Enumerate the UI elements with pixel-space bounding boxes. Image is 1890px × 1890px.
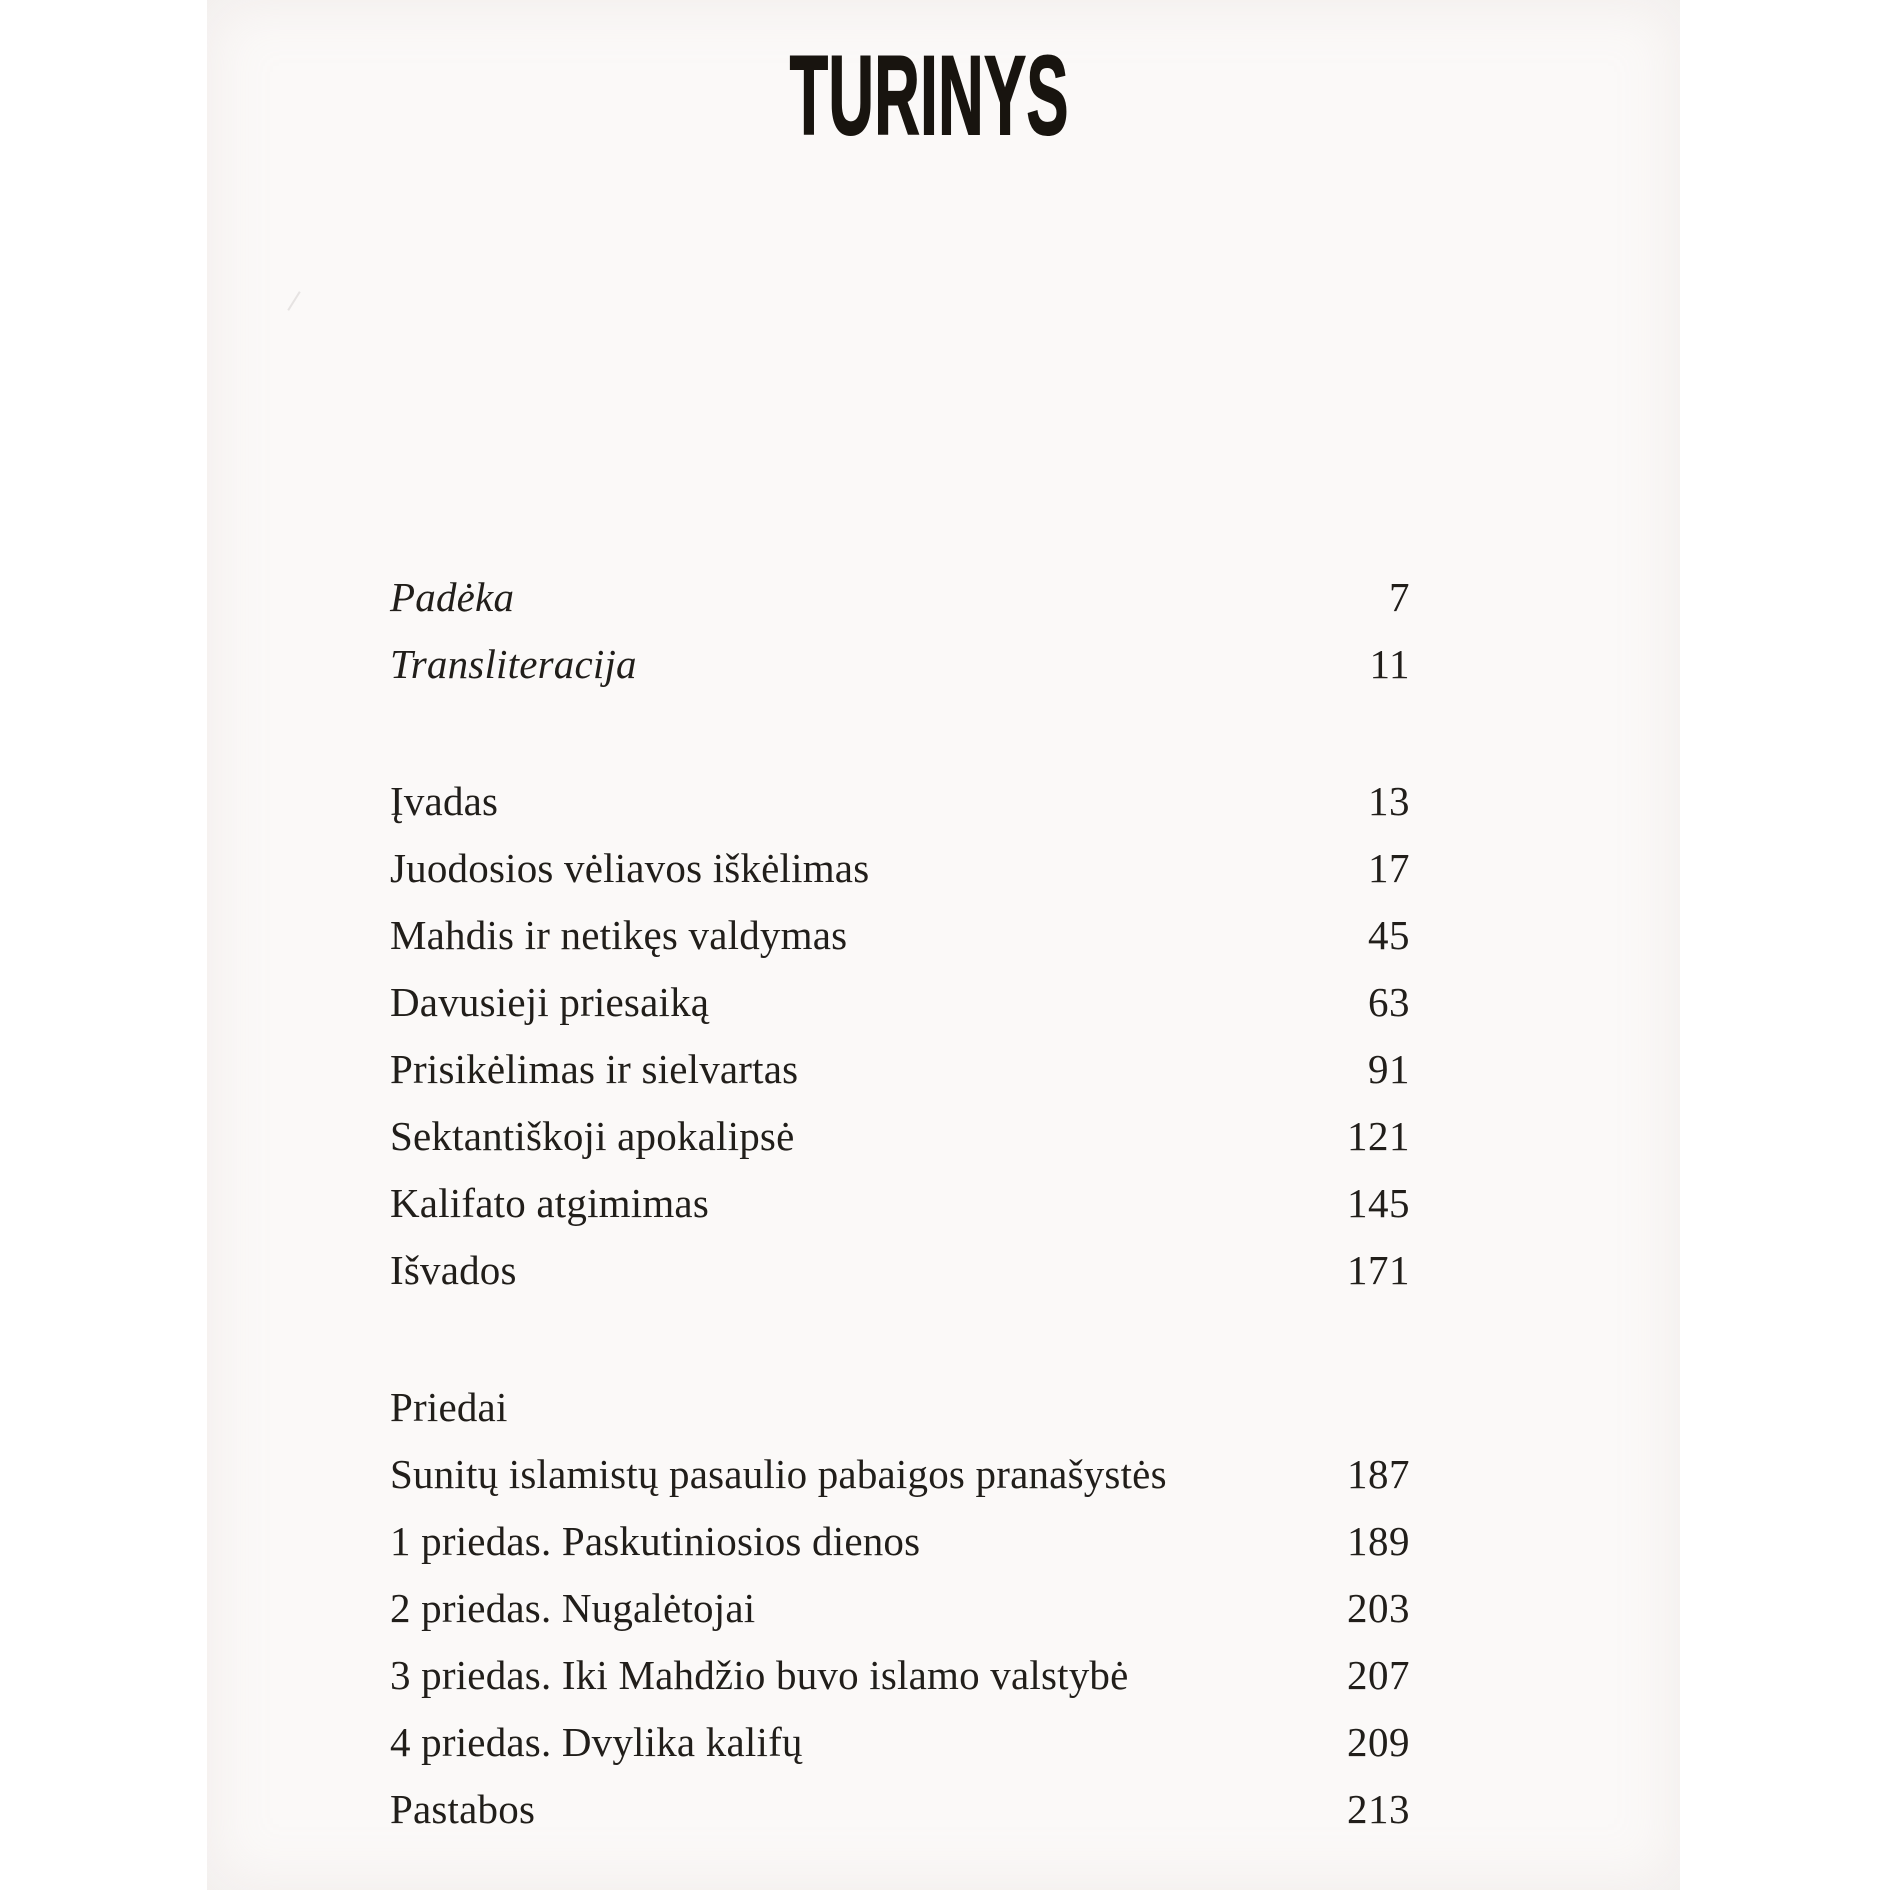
toc-entry-label: Sunitų islamistų pasaulio pabaigos pranašystės (390, 1451, 1167, 1497)
toc-entry-label: Priedai (390, 1384, 508, 1430)
toc-entry-page-number: 203 (1347, 1585, 1410, 1631)
toc-group (390, 768, 1410, 1304)
toc-entry-page-number: 207 (1347, 1652, 1410, 1698)
toc-entry (390, 1374, 1410, 1441)
toc-entry (390, 1036, 1410, 1103)
toc-entry-page-number: 189 (1347, 1518, 1410, 1564)
toc-entry (390, 1508, 1410, 1575)
table-of-contents (390, 564, 1410, 1843)
toc-entry-label: 2 priedas. Nugalėtojai (390, 1585, 756, 1631)
toc-entry-label: Mahdis ir netikęs valdymas (390, 912, 848, 958)
toc-entry-page-number: 187 (1347, 1451, 1410, 1497)
toc-entry (390, 1709, 1410, 1776)
toc-entry (390, 969, 1410, 1036)
toc-entry (390, 1237, 1410, 1304)
toc-entry (390, 1575, 1410, 1642)
toc-entry-page-number: 171 (1347, 1247, 1410, 1293)
toc-entry-page-number: 13 (1368, 778, 1410, 824)
toc-entry-page-number: 145 (1347, 1180, 1410, 1226)
toc-entry-page-number: 209 (1347, 1719, 1410, 1765)
toc-entry-label: 3 priedas. Iki Mahdžio buvo islamo valstybė (390, 1652, 1129, 1698)
toc-entry-label: 4 priedas. Dvylika kalifų (390, 1719, 803, 1765)
paper-scratch-mark (287, 291, 300, 311)
toc-entry-label: Davusieji priesaiką (390, 979, 710, 1025)
toc-entry-page-number: 17 (1368, 845, 1410, 891)
toc-group (390, 1374, 1410, 1843)
page-title-area (390, 33, 1410, 160)
toc-entry-label: 1 priedas. Paskutiniosios dienos (390, 1518, 921, 1564)
toc-entry (390, 1642, 1410, 1709)
toc-entry-label: Kalifato atgimimas (390, 1180, 709, 1226)
toc-entry-label: Sektantiškoji apokalipsė (390, 1113, 795, 1159)
toc-entry-page-number: 11 (1369, 641, 1410, 687)
toc-entry-label: Įvadas (390, 778, 499, 824)
toc-entry-page-number: 121 (1347, 1113, 1410, 1159)
toc-group (390, 564, 1410, 698)
toc-entry (390, 835, 1410, 902)
toc-entry-page-number: 7 (1389, 574, 1410, 620)
page-title: TURINYS (789, 33, 1069, 158)
toc-entry-page-number: 63 (1368, 979, 1410, 1025)
toc-entry-label: Transliteracija (390, 641, 637, 687)
toc-entry-page-number: 45 (1368, 912, 1410, 958)
toc-entry-label: Padėka (390, 574, 515, 620)
toc-entry (390, 564, 1410, 631)
toc-entry-label: Išvados (390, 1247, 517, 1293)
toc-entry-label: Pastabos (390, 1786, 536, 1832)
toc-entry-label: Juodosios vėliavos iškėlimas (390, 845, 870, 891)
toc-entry (390, 1776, 1410, 1843)
toc-entry (390, 1441, 1410, 1508)
toc-entry (390, 1170, 1410, 1237)
toc-entry-label: Prisikėlimas ir sielvartas (390, 1046, 799, 1092)
toc-entry (390, 1103, 1410, 1170)
toc-entry (390, 768, 1410, 835)
book-page (207, 0, 1680, 1890)
toc-entry-page-number: 213 (1347, 1786, 1410, 1832)
toc-entry-page-number: 91 (1368, 1046, 1410, 1092)
toc-entry (390, 902, 1410, 969)
toc-entry (390, 631, 1410, 698)
